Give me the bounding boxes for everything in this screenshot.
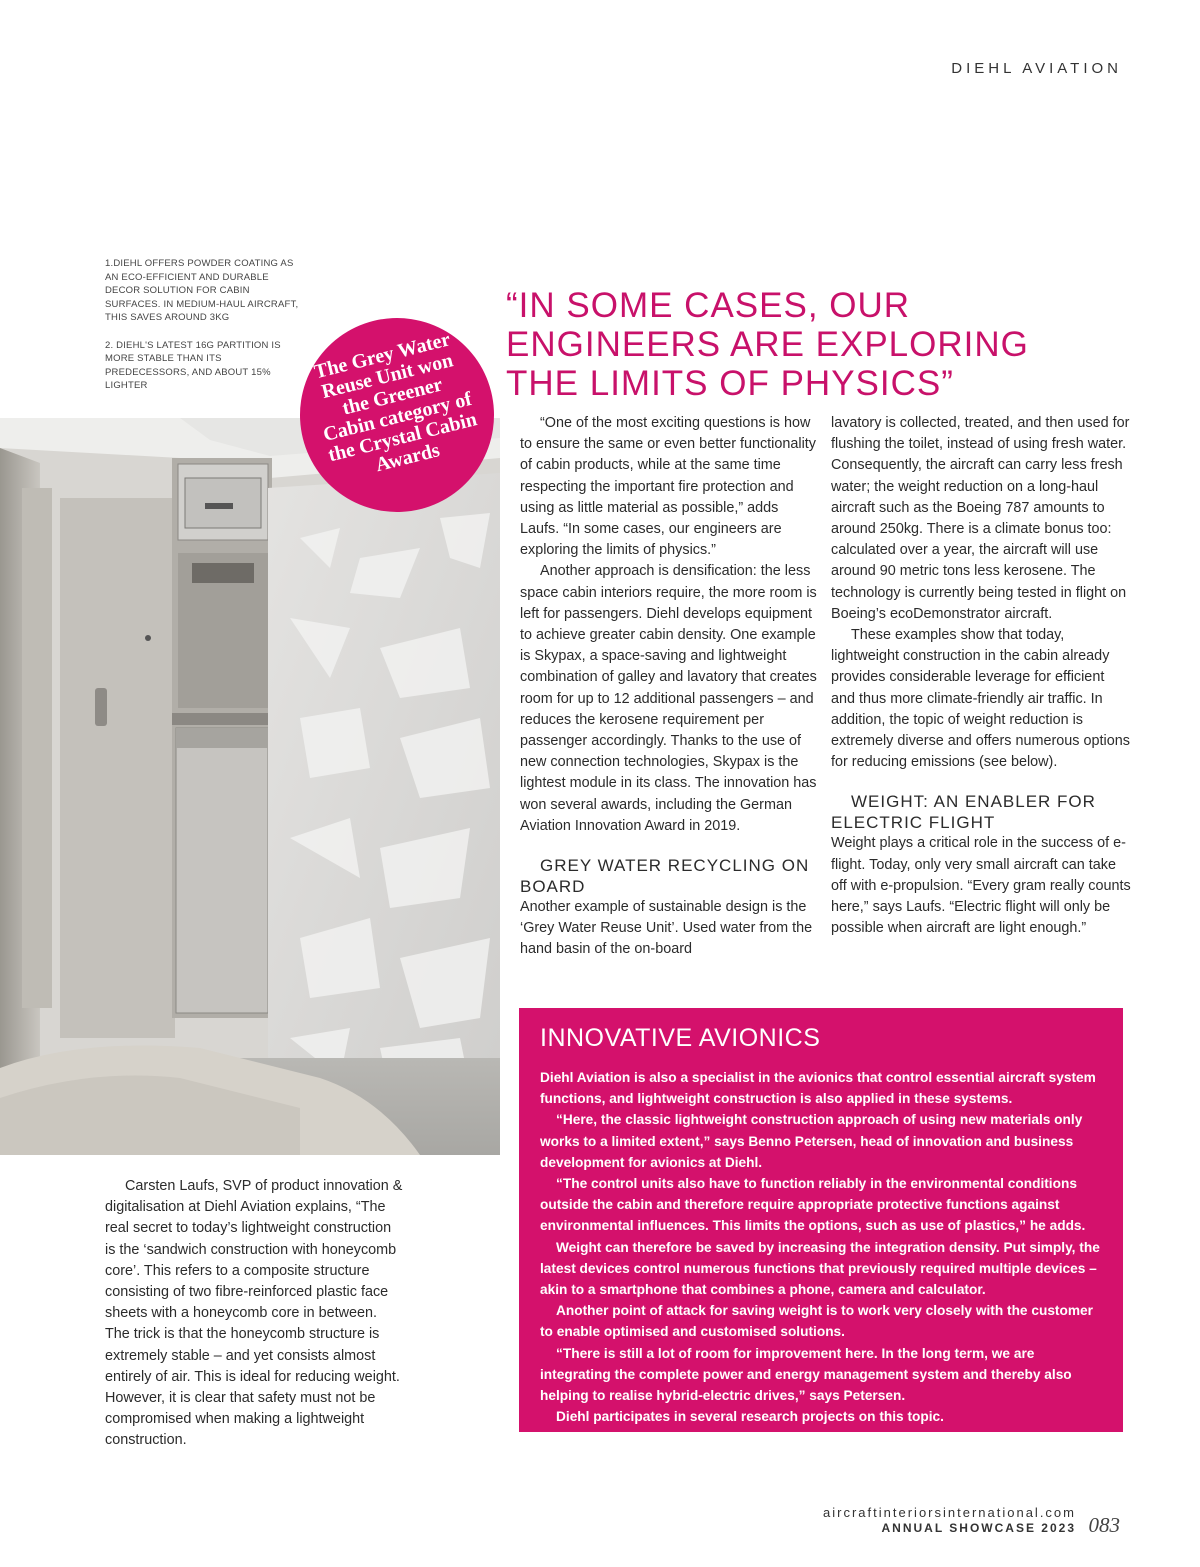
page-number: 083 xyxy=(1088,1513,1120,1537)
publication-section-header: DIEHL AVIATION xyxy=(951,60,1122,77)
body-paragraph: Another approach is densification: the less space cabin interiors require, the more room is left for passengers. Diehl develops equipment to achieve greater cabin density. One example is Skypax, a space-saving and lightweight combination of galley and lavatory that creates room for up to 12 additional passengers – and reduces the kerosene requirement per passenger accordingly. Thanks to the use of new connection technologies, Skypax is the lightest module in its class. The innovation has won several awards, including the German Aviation Innovation Award in 2019. xyxy=(520,563,817,834)
caption-item-2: 2. DIEHL'S LATEST 16G PARTITION IS MORE STABLE THAN ITS PREDECESSORS, AND ABOUT 15% LIGHTER xyxy=(105,339,281,391)
sidebar-paragraph: Another point of attack for saving weight is to work very closely with the customer to enable optimised and customised solutions. xyxy=(540,1303,1093,1340)
sidebar-paragraph: Weight can therefore be saved by increasing the integration density. Put simply, the latest devices control numerous functions that previously required multiple devices – akin to a smartphone that combines a phone, camera and calculator. xyxy=(540,1239,1100,1298)
award-badge: The Grey Water Reuse Unit won the Greener Cabin category of the Crystal Cabin Awards xyxy=(279,297,514,532)
sidebar-paragraph: “Here, the classic lightweight construction approach of using new materials only works to a limited extent,” says Benno Petersen, head of innovation and business development for avionics at Diehl. xyxy=(540,1112,1083,1170)
body-paragraph: lavatory is collected, treated, and then used for flushing the toilet, instead of using fresh water. Consequently, the aircraft can carry less fresh water; the weight reduction on a long-haul aircraft such as the Boeing 787 amounts to around 250kg. There is a climate bonus too: calculated over a year, the aircraft will use around 90 metric tons less kerosene. The technology is currently being tested in flight on Boeing’s ecoDemonstrator aircraft. xyxy=(831,415,1130,622)
page-footer xyxy=(823,1505,1076,1536)
cabin-interior-illustration xyxy=(0,418,500,1155)
footer-website: aircraftinteriorsinternational.com xyxy=(823,1505,1076,1520)
body-paragraph: “One of the most exciting questions is how to ensure the same or even better functionality of cabin products, while at the same time respecting the important fire protection and using as little material as possible,” adds Laufs. “In some cases, our engineers are exploring the limits of physics.” xyxy=(520,415,816,559)
pull-quote: “IN SOME CASES, OUR ENGINEERS ARE EXPLORING THE LIMITS OF PHYSICS” xyxy=(506,286,1029,403)
section-subheading: WEIGHT: AN ENABLER FOR ELECTRIC FLIGHT xyxy=(831,792,1096,833)
body-paragraph: These examples show that today, lightweight construction in the cabin already provides considerable leverage for efficient and thus more climate-friendly air traffic. In addition, the topic of weight reduction is extremely diverse and offers numerous options for reducing emissions (see below). xyxy=(831,627,1130,771)
photo-caption xyxy=(105,257,305,393)
article-column-2 xyxy=(831,413,1131,939)
sidebar-paragraph: Diehl participates in several research projects on this topic. xyxy=(556,1409,944,1425)
sidebar-title: INNOVATIVE AVIONICS xyxy=(540,1024,821,1052)
body-paragraph: Weight plays a critical role in the success of e-flight. Today, only very small aircraft can take off with e-propulsion. “Every gram really counts here,” says Laufs. “Electric flight will only be possible when aircraft are light enough.” xyxy=(831,835,1131,937)
sidebar-paragraph: “The control units also have to function reliably in the environmental conditions outside the cabin and therefore require appropriate protective functions against environmental influences. This limits the options, such as use of plastics,” he adds. xyxy=(540,1176,1086,1234)
caption-item-1: 1.DIEHL OFFERS POWDER COATING AS AN ECO-EFFICIENT AND DURABLE DECOR SOLUTION FOR CABIN SURFACES. IN MEDIUM-HAUL AIRCRAFT, THIS SAVES AROUND 3KG xyxy=(105,258,299,323)
article-column-3 xyxy=(105,1176,405,1452)
section-subheading: GREY WATER RECYCLING ON BOARD xyxy=(520,856,810,897)
footer-issue: ANNUAL SHOWCASE 2023 xyxy=(881,1521,1076,1535)
sidebar-paragraph: Diehl Aviation is also a specialist in the avionics that control essential aircraft system functions, and lightweight construction is also applied in these systems. xyxy=(540,1070,1096,1107)
cabin-partition-photo xyxy=(0,418,500,1155)
body-paragraph: Another example of sustainable design is the ‘Grey Water Reuse Unit’. Used water from the hand basin of the on-board xyxy=(520,899,813,958)
article-column-1 xyxy=(520,413,820,961)
body-paragraph: Carsten Laufs, SVP of product innovation & digitalisation at Diehl Aviation explains, “The real secret to today’s lightweight construction is the ‘sandwich construction with honeycomb core’. This refers to a composite structure consisting of two fibre-reinforced plastic face sheets with a honeycomb core in between. The trick is that the honeycomb structure is extremely stable – and yet consists almost entirely of air. This is ideal for reducing weight. However, it is clear that safety must not be compromised when making a lightweight construction. xyxy=(105,1178,403,1449)
sidebar-box xyxy=(519,1008,1123,1432)
sidebar-paragraph: “There is still a lot of room for improvement here. In the long term, we are integrating the complete power and energy management system and thereby also helping to realise hybrid-electric drives,” says Petersen. xyxy=(540,1345,1072,1404)
